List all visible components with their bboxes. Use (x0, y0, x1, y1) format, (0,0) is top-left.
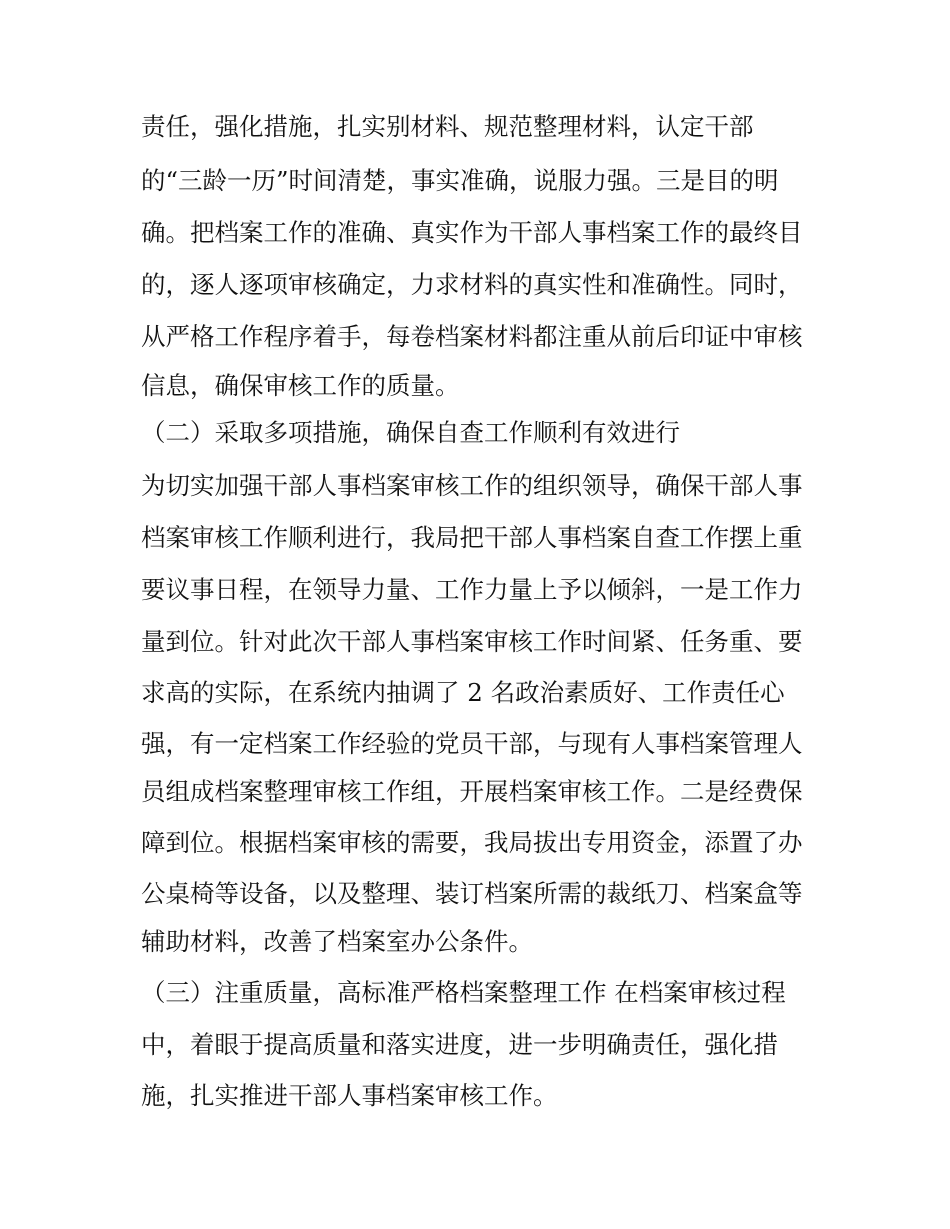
text-line: 信息，确保审核工作的质量。 (141, 371, 460, 400)
text-line: 确。把档案工作的准确、真实作为干部人事档案工作的最终目 (141, 218, 803, 247)
text-line: 要议事日程，在领导力量、工作力量上予以倾斜，一是工作力 (141, 575, 803, 604)
text-line: 为切实加强干部人事档案审核工作的组织领导，确保干部人事 (141, 471, 803, 500)
text-line: 辅助材料，改善了档案室办公条件。 (141, 927, 533, 956)
text-line: 责任，强化措施，扎实别材料、规范整理材料，认定干部 (141, 112, 754, 141)
text-line: 员组成档案整理审核工作组，开展档案审核工作。二是经费保 (141, 777, 803, 806)
text-line: 障到位。根据档案审核的需要，我局拔出专用资金，添置了办 (141, 828, 803, 857)
section-heading: （二）采取多项措施，确保自查工作顺利有效进行 (141, 418, 680, 447)
text-line: 公桌椅等设备，以及整理、装订档案所需的裁纸刀、档案盒等 (141, 879, 803, 908)
text-line: 强，有一定档案工作经验的党员干部，与现有人事档案管理人 (141, 729, 803, 758)
section-heading: （三）注重质量，高标准严格档案整理工作 在档案审核过程 (141, 978, 786, 1007)
text-line: 的“三龄一历”时间清楚，事实准确，说服力强。三是目的明 (141, 166, 779, 195)
text-line: 的，逐人逐项审核确定，力求材料的真实性和准确性。同时， (141, 270, 803, 299)
text-line: 求高的实际，在系统内抽调了 2 名政治素质好、工作责任心 (141, 678, 785, 707)
text-line: 档案审核工作顺利进行，我局把干部人事档案自查工作摆上重 (141, 523, 803, 552)
text-line: 量到位。针对此次干部人事档案审核工作时间紧、任务重、要 (141, 627, 803, 656)
text-line: 中，着眼于提高质量和落实进度，进一步明确责任，强化措 (141, 1030, 778, 1059)
text-line: 从严格工作程序着手，每卷档案材料都注重从前后印证中审核 (141, 322, 803, 351)
text-line: 施，扎实推进干部人事档案审核工作。 (141, 1081, 558, 1110)
